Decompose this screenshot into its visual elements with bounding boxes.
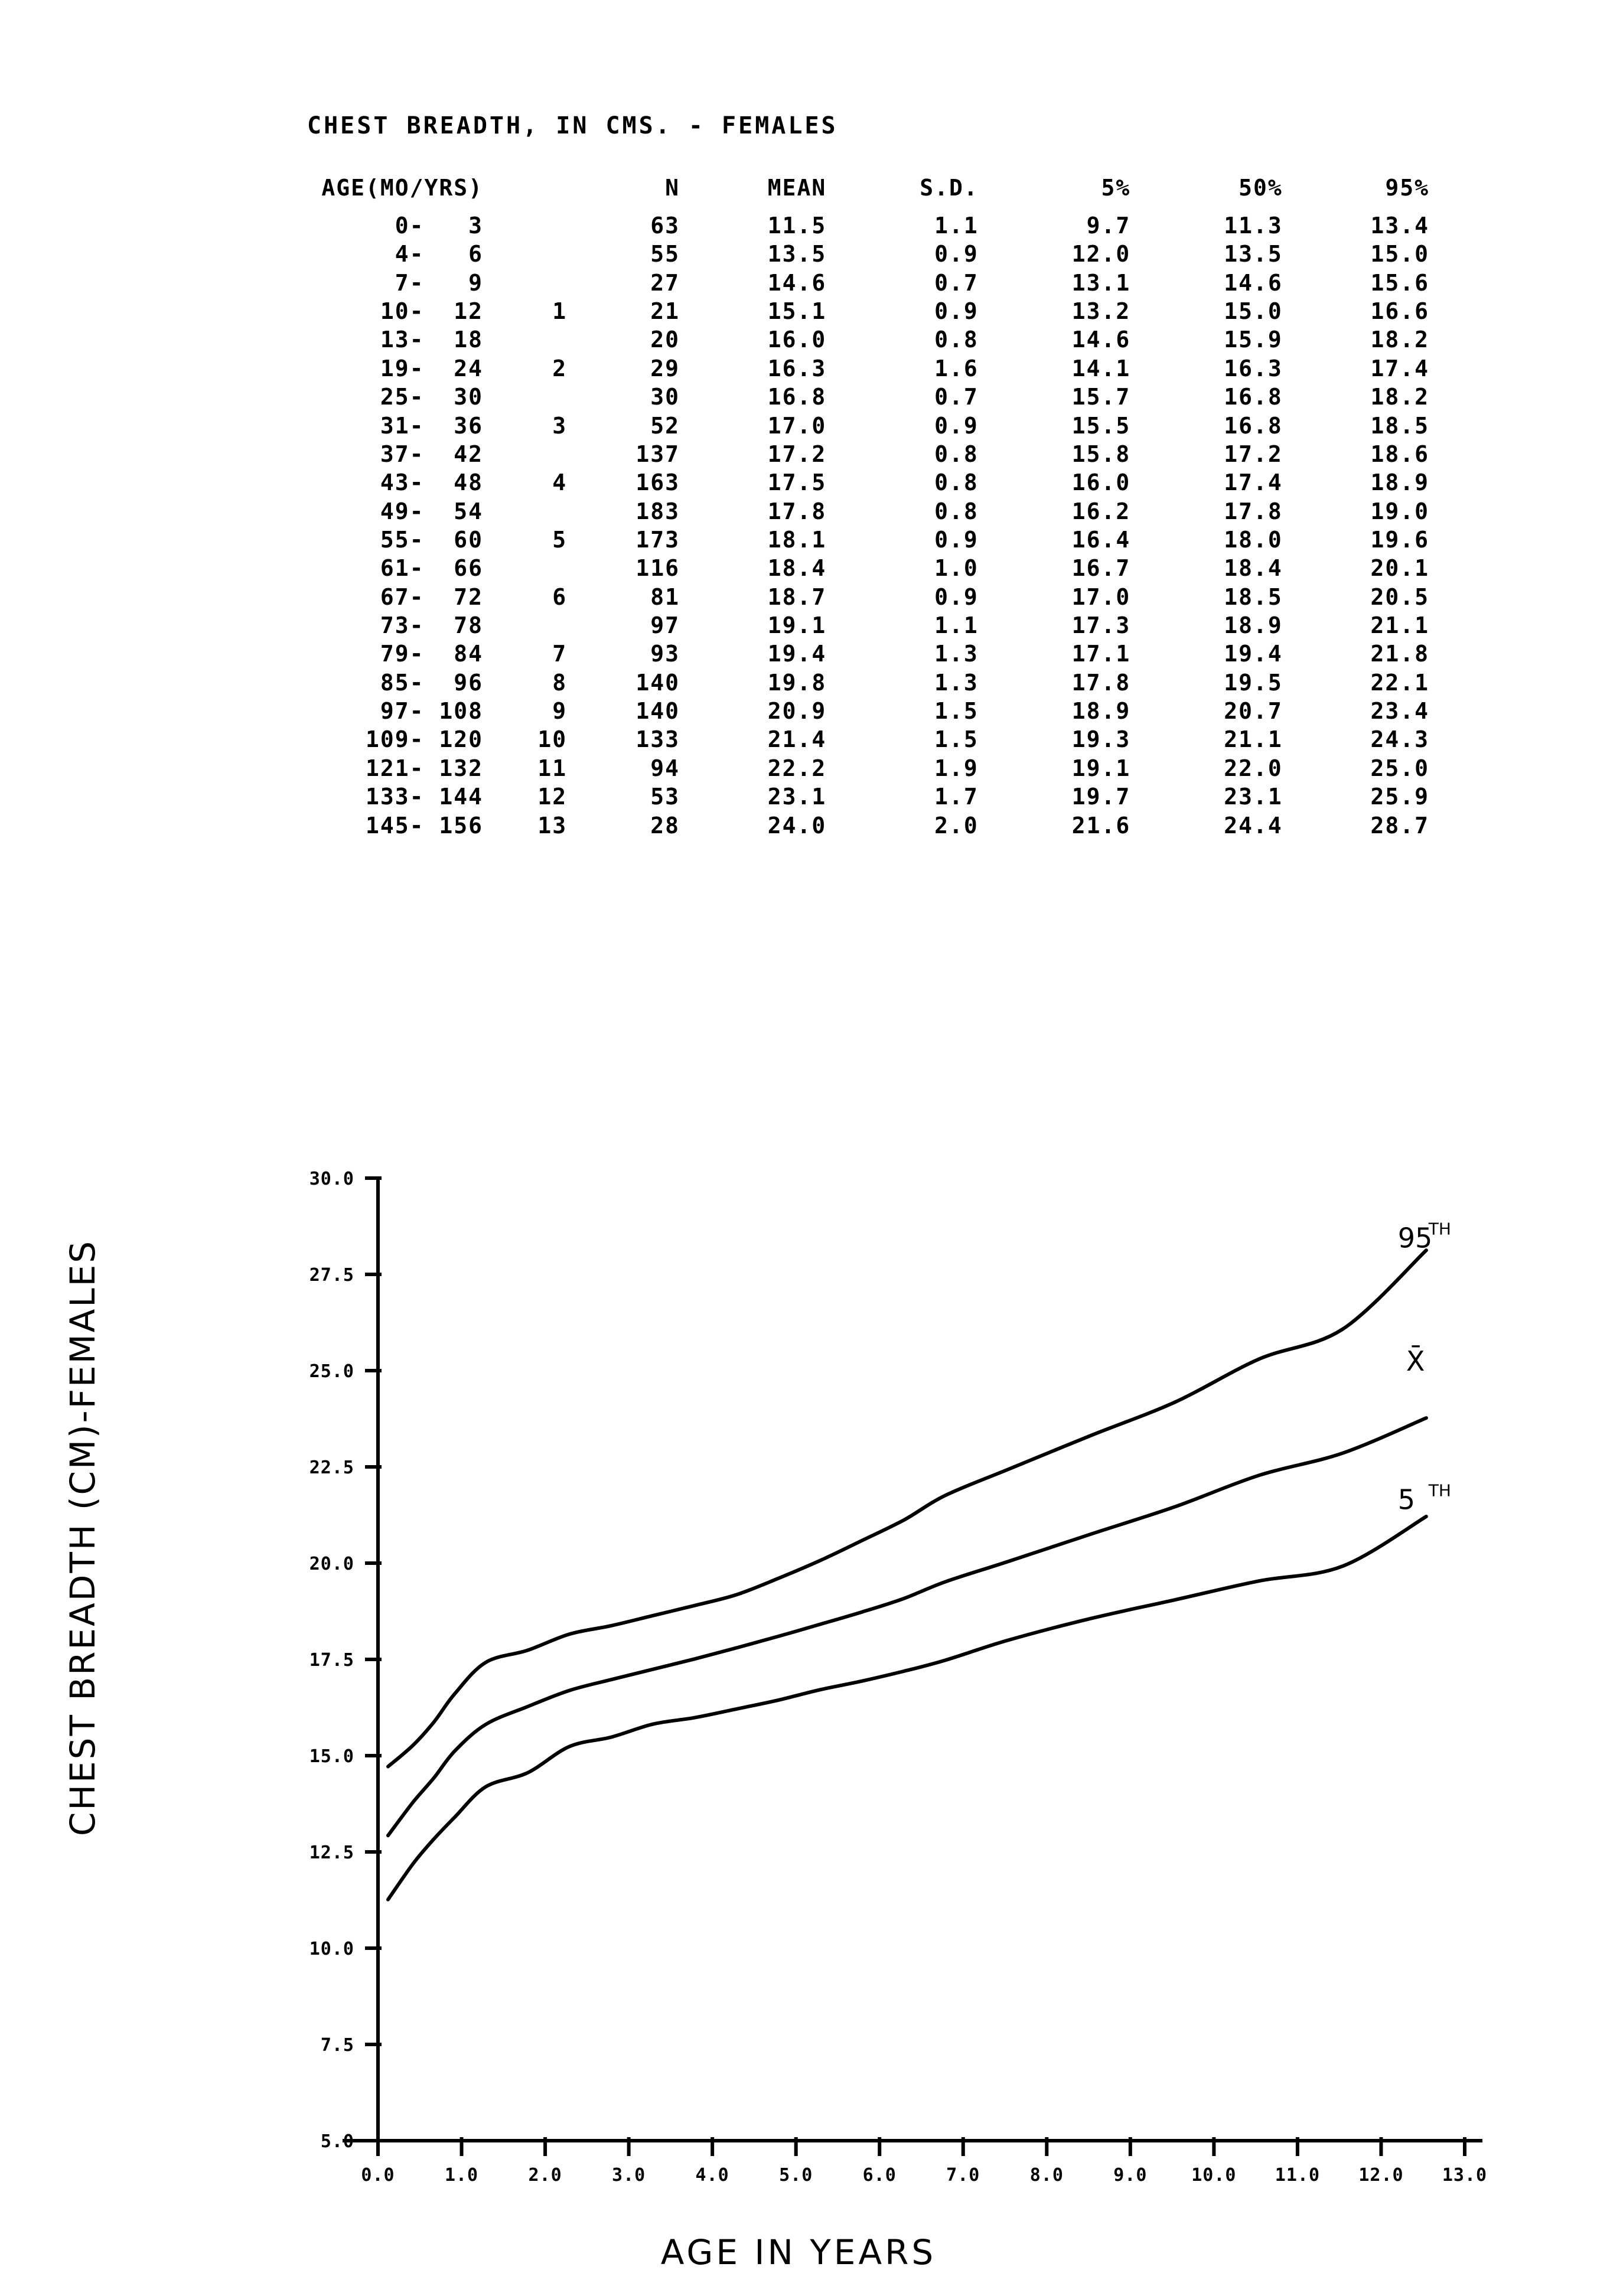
cell-age: 0- 3 — [366, 213, 484, 239]
y-tick-label: 20.0 — [309, 1554, 354, 1574]
cell-n: 81 — [650, 583, 680, 610]
cell-year: 9 — [552, 698, 568, 725]
cell-n: 173 — [635, 526, 680, 553]
cell-p5: 9.7 — [1086, 213, 1131, 239]
series-line-5th — [388, 1516, 1426, 1900]
cell-age: 13- 18 — [366, 327, 484, 353]
cell-mean: 16.3 — [767, 355, 827, 381]
cell-age: 73- 78 — [366, 612, 484, 639]
cell-year: 12 — [537, 784, 568, 810]
cell-mean: 15.1 — [767, 298, 827, 325]
cell-mean: 11.5 — [767, 213, 827, 239]
cell-year — [483, 554, 567, 582]
y-tick-label: 7.5 — [320, 2035, 354, 2056]
cell-p5: 16.2 — [1071, 498, 1131, 524]
cell-p5: 17.1 — [1071, 641, 1131, 667]
series-line-mean — [388, 1418, 1426, 1835]
cell-sd: 0.9 — [934, 412, 979, 439]
cell-p50: 24.4 — [1224, 812, 1283, 839]
cell-p50: 18.0 — [1224, 526, 1283, 553]
table-row — [307, 583, 1429, 611]
cell-sd: 1.0 — [934, 555, 979, 582]
table-row — [307, 811, 1429, 840]
x-tick-label: 6.0 — [862, 2165, 897, 2186]
cell-age: 133- 144 — [366, 784, 484, 810]
cell-p50: 16.3 — [1224, 355, 1283, 381]
table-row — [307, 383, 1429, 411]
statistics-table — [307, 175, 1429, 840]
cell-sd: 0.8 — [934, 327, 979, 353]
series-annotation-superscript: TH — [1428, 1219, 1451, 1239]
cell-p5: 17.0 — [1071, 583, 1131, 610]
cell-year — [483, 269, 567, 297]
cell-p5: 21.6 — [1071, 812, 1131, 839]
cell-year: 10 — [537, 726, 568, 753]
cell-p95: 19.6 — [1370, 526, 1429, 553]
cell-p5: 13.1 — [1071, 269, 1131, 296]
cell-n: 29 — [650, 355, 680, 381]
cell-sd: 1.6 — [934, 355, 979, 381]
cell-year — [483, 440, 567, 468]
series-line-95th — [388, 1250, 1426, 1766]
table-row — [307, 354, 1429, 383]
cell-sd: 1.9 — [934, 755, 979, 781]
cell-p5: 13.2 — [1071, 298, 1131, 325]
series-annotation-superscript: TH — [1428, 1480, 1451, 1501]
cell-sd: 0.8 — [934, 469, 979, 496]
y-tick-label: 10.0 — [309, 1939, 354, 1959]
cell-p95: 18.2 — [1370, 327, 1429, 353]
cell-year: 11 — [537, 755, 568, 781]
cell-p95: 21.8 — [1370, 641, 1429, 667]
cell-age: 61- 66 — [366, 555, 484, 582]
cell-p5: 19.3 — [1071, 726, 1131, 753]
cell-n: 53 — [650, 784, 680, 810]
cell-p95: 17.4 — [1370, 355, 1429, 381]
table-row — [307, 668, 1429, 697]
series-annotation-label: 95 — [1397, 1222, 1433, 1254]
table-row — [307, 240, 1429, 268]
cell-p95: 19.0 — [1370, 498, 1429, 524]
cell-year: 1 — [552, 298, 568, 325]
cell-mean: 17.8 — [767, 498, 827, 524]
cell-p5: 16.0 — [1071, 469, 1131, 496]
cell-p50: 18.4 — [1224, 555, 1283, 582]
cell-p95: 13.4 — [1370, 213, 1429, 239]
cell-n: 116 — [635, 555, 680, 582]
cell-year: 3 — [552, 412, 568, 439]
cell-year: 7 — [552, 641, 568, 667]
cell-mean: 23.1 — [767, 784, 827, 810]
cell-year — [483, 325, 567, 354]
cell-mean: 17.2 — [767, 441, 827, 467]
cell-p5: 15.7 — [1071, 384, 1131, 410]
cell-sd: 1.5 — [934, 726, 979, 753]
table-row — [307, 440, 1429, 468]
cell-p5: 19.1 — [1071, 755, 1131, 781]
cell-mean: 19.1 — [767, 612, 827, 639]
table-row — [307, 211, 1429, 240]
cell-sd: 1.3 — [934, 669, 979, 696]
cell-sd: 0.8 — [934, 498, 979, 524]
y-tick-label: 27.5 — [309, 1265, 354, 1286]
cell-p5: 18.9 — [1071, 698, 1131, 725]
growth-chart-block — [0, 1057, 1597, 2291]
cell-n: 93 — [650, 641, 680, 667]
cell-p50: 15.0 — [1224, 298, 1283, 325]
cell-mean: 21.4 — [767, 726, 827, 753]
cell-sd: 1.1 — [934, 612, 979, 639]
cell-n: 30 — [650, 384, 680, 410]
cell-age: 7- 9 — [366, 269, 484, 296]
cell-n: 63 — [650, 213, 680, 239]
column-header-p95: 95% — [1385, 175, 1429, 201]
table-row — [307, 325, 1429, 354]
column-header-sd: S.D. — [920, 175, 979, 201]
cell-p5: 12.0 — [1071, 241, 1131, 268]
cell-age: 49- 54 — [366, 498, 484, 524]
cell-mean: 20.9 — [767, 698, 827, 725]
cell-p5: 16.7 — [1071, 555, 1131, 582]
cell-sd: 0.9 — [934, 583, 979, 610]
cell-p95: 20.5 — [1370, 583, 1429, 610]
cell-p50: 17.8 — [1224, 498, 1283, 524]
series-annotation-label: 5 — [1397, 1483, 1416, 1516]
cell-mean: 24.0 — [767, 812, 827, 839]
y-tick-label: 12.5 — [309, 1842, 354, 1863]
x-tick-label: 13.0 — [1442, 2165, 1488, 2186]
cell-year: 13 — [537, 812, 568, 839]
cell-p50: 18.5 — [1224, 583, 1283, 610]
cell-sd: 2.0 — [934, 812, 979, 839]
cell-mean: 22.2 — [767, 755, 827, 781]
cell-p5: 15.5 — [1071, 412, 1131, 439]
cell-age: 31- 36 — [366, 412, 484, 439]
cell-mean: 18.7 — [767, 583, 827, 610]
cell-year — [483, 497, 567, 526]
cell-mean: 19.4 — [767, 641, 827, 667]
cell-p50: 17.4 — [1224, 469, 1283, 496]
cell-p95: 24.3 — [1370, 726, 1429, 753]
cell-sd: 1.7 — [934, 784, 979, 810]
x-tick-label: 12.0 — [1358, 2165, 1404, 2186]
cell-p50: 13.5 — [1224, 241, 1283, 268]
cell-year — [483, 383, 567, 411]
cell-n: 55 — [650, 241, 680, 268]
cell-p95: 21.1 — [1370, 612, 1429, 639]
x-tick-label: 7.0 — [946, 2165, 980, 2186]
cell-year: 2 — [552, 355, 568, 381]
cell-sd: 1.3 — [934, 641, 979, 667]
cell-p50: 19.4 — [1224, 641, 1283, 667]
y-tick-label: 25.0 — [309, 1361, 354, 1382]
cell-mean: 14.6 — [767, 269, 827, 296]
cell-sd: 0.9 — [934, 298, 979, 325]
cell-n: 21 — [650, 298, 680, 325]
table-row — [307, 497, 1429, 526]
x-tick-label: 4.0 — [695, 2165, 729, 2186]
cell-p95: 15.0 — [1370, 241, 1429, 268]
cell-n: 28 — [650, 812, 680, 839]
cell-p95: 18.6 — [1370, 441, 1429, 467]
cell-p95: 28.7 — [1370, 812, 1429, 839]
cell-year: 4 — [552, 469, 568, 496]
cell-age: 121- 132 — [366, 755, 484, 781]
y-tick-label: 22.5 — [309, 1457, 354, 1478]
x-tick-label: 0.0 — [361, 2165, 395, 2186]
cell-p95: 25.0 — [1370, 755, 1429, 781]
x-tick-label: 9.0 — [1113, 2165, 1148, 2186]
series-annotation — [1406, 1345, 1425, 1377]
chart-x-axis-label: AGE IN YEARS — [660, 2232, 937, 2272]
cell-sd: 1.5 — [934, 698, 979, 725]
table-row — [307, 725, 1429, 754]
cell-mean: 18.4 — [767, 555, 827, 582]
table-row — [307, 412, 1429, 440]
cell-p50: 16.8 — [1224, 412, 1283, 439]
cell-n: 52 — [650, 412, 680, 439]
cell-p95: 15.6 — [1370, 269, 1429, 296]
cell-p5: 14.6 — [1071, 327, 1131, 353]
column-header-mean: MEAN — [767, 175, 827, 201]
cell-mean: 18.1 — [767, 526, 827, 553]
column-header-age: AGE(MO/YRS) — [321, 175, 484, 201]
cell-n: 183 — [635, 498, 680, 524]
series-annotation-label: X̄ — [1406, 1345, 1425, 1377]
cell-age: 25- 30 — [366, 384, 484, 410]
cell-p50: 20.7 — [1224, 698, 1283, 725]
x-tick-label: 11.0 — [1275, 2165, 1321, 2186]
x-tick-label: 1.0 — [444, 2165, 479, 2186]
cell-mean: 17.5 — [767, 469, 827, 496]
cell-p50: 15.9 — [1224, 327, 1283, 353]
table-row — [307, 782, 1429, 811]
cell-n: 133 — [635, 726, 680, 753]
cell-p5: 15.8 — [1071, 441, 1131, 467]
cell-p5: 17.8 — [1071, 669, 1131, 696]
cell-n: 97 — [650, 612, 680, 639]
table-row — [307, 697, 1429, 725]
x-tick-label: 10.0 — [1191, 2165, 1237, 2186]
cell-p50: 11.3 — [1224, 213, 1283, 239]
statistics-table-block — [307, 112, 1429, 840]
cell-p95: 18.5 — [1370, 412, 1429, 439]
cell-p5: 16.4 — [1071, 526, 1131, 553]
cell-sd: 0.7 — [934, 269, 979, 296]
cell-year — [483, 211, 567, 240]
cell-age: 79- 84 — [366, 641, 484, 667]
cell-year — [483, 240, 567, 268]
cell-p50: 16.8 — [1224, 384, 1283, 410]
table-row — [307, 269, 1429, 297]
x-tick-label: 3.0 — [612, 2165, 646, 2186]
cell-mean: 16.8 — [767, 384, 827, 410]
cell-age: 97- 108 — [366, 698, 484, 725]
cell-n: 27 — [650, 269, 680, 296]
cell-p50: 18.9 — [1224, 612, 1283, 639]
cell-n: 140 — [635, 698, 680, 725]
y-tick-label: 30.0 — [309, 1169, 354, 1189]
table-header-row — [307, 175, 1429, 211]
x-tick-label: 5.0 — [779, 2165, 813, 2186]
cell-p50: 17.2 — [1224, 441, 1283, 467]
cell-age: 10- 12 — [366, 298, 484, 325]
cell-p50: 22.0 — [1224, 755, 1283, 781]
y-tick-label: 15.0 — [309, 1746, 354, 1767]
table-row — [307, 554, 1429, 582]
cell-p95: 22.1 — [1370, 669, 1429, 696]
cell-mean: 13.5 — [767, 241, 827, 268]
cell-age: 145- 156 — [366, 812, 484, 839]
cell-age: 4- 6 — [366, 241, 484, 268]
table-row — [307, 297, 1429, 325]
cell-p95: 23.4 — [1370, 698, 1429, 725]
cell-mean: 17.0 — [767, 412, 827, 439]
cell-p50: 23.1 — [1224, 784, 1283, 810]
cell-sd: 1.1 — [934, 213, 979, 239]
x-tick-label: 8.0 — [1029, 2165, 1064, 2186]
table-row — [307, 468, 1429, 497]
cell-age: 43- 48 — [366, 469, 484, 496]
table-row — [307, 611, 1429, 640]
cell-p50: 19.5 — [1224, 669, 1283, 696]
cell-p50: 21.1 — [1224, 726, 1283, 753]
series-annotation — [1398, 1219, 1451, 1254]
cell-n: 163 — [635, 469, 680, 496]
cell-p95: 18.9 — [1370, 469, 1429, 496]
cell-n: 94 — [650, 755, 680, 781]
y-tick-label: 17.5 — [309, 1650, 354, 1671]
cell-year: 8 — [552, 669, 568, 696]
cell-sd: 0.8 — [934, 441, 979, 467]
cell-n: 137 — [635, 441, 680, 467]
cell-age: 67- 72 — [366, 583, 484, 610]
cell-age: 19- 24 — [366, 355, 484, 381]
cell-age: 109- 120 — [366, 726, 484, 753]
cell-p95: 25.9 — [1370, 784, 1429, 810]
cell-year — [483, 611, 567, 640]
column-header-p50: 50% — [1239, 175, 1283, 201]
cell-age: 85- 96 — [366, 669, 484, 696]
table-row — [307, 526, 1429, 554]
cell-mean: 16.0 — [767, 327, 827, 353]
table-row — [307, 640, 1429, 668]
cell-sd: 0.9 — [934, 241, 979, 268]
cell-p95: 18.2 — [1370, 384, 1429, 410]
cell-age: 55- 60 — [366, 526, 484, 553]
column-header-p5: 5% — [1101, 175, 1131, 201]
x-tick-label: 2.0 — [528, 2165, 562, 2186]
chart-plot-area — [0, 1057, 1597, 2226]
cell-sd: 0.9 — [934, 526, 979, 553]
cell-mean: 19.8 — [767, 669, 827, 696]
cell-p5: 14.1 — [1071, 355, 1131, 381]
cell-p5: 17.3 — [1071, 612, 1131, 639]
column-header-year — [483, 175, 567, 211]
cell-n: 20 — [650, 327, 680, 353]
cell-year: 6 — [552, 583, 568, 610]
cell-p50: 14.6 — [1224, 269, 1283, 296]
table-title: CHEST BREADTH, IN CMS. - FEMALES — [307, 112, 838, 139]
y-tick-label: 5.0 — [320, 2131, 354, 2152]
cell-sd: 0.7 — [934, 384, 979, 410]
table-row — [307, 754, 1429, 782]
cell-n: 140 — [635, 669, 680, 696]
column-header-n: N — [665, 175, 680, 201]
cell-p5: 19.7 — [1071, 784, 1131, 810]
cell-year: 5 — [552, 526, 568, 553]
cell-p95: 16.6 — [1370, 298, 1429, 325]
series-annotation — [1398, 1481, 1451, 1516]
chart-y-axis-label: CHEST BREADTH (CM)-FEMALES — [63, 1239, 103, 1837]
cell-age: 37- 42 — [366, 441, 484, 467]
cell-p95: 20.1 — [1370, 555, 1429, 582]
